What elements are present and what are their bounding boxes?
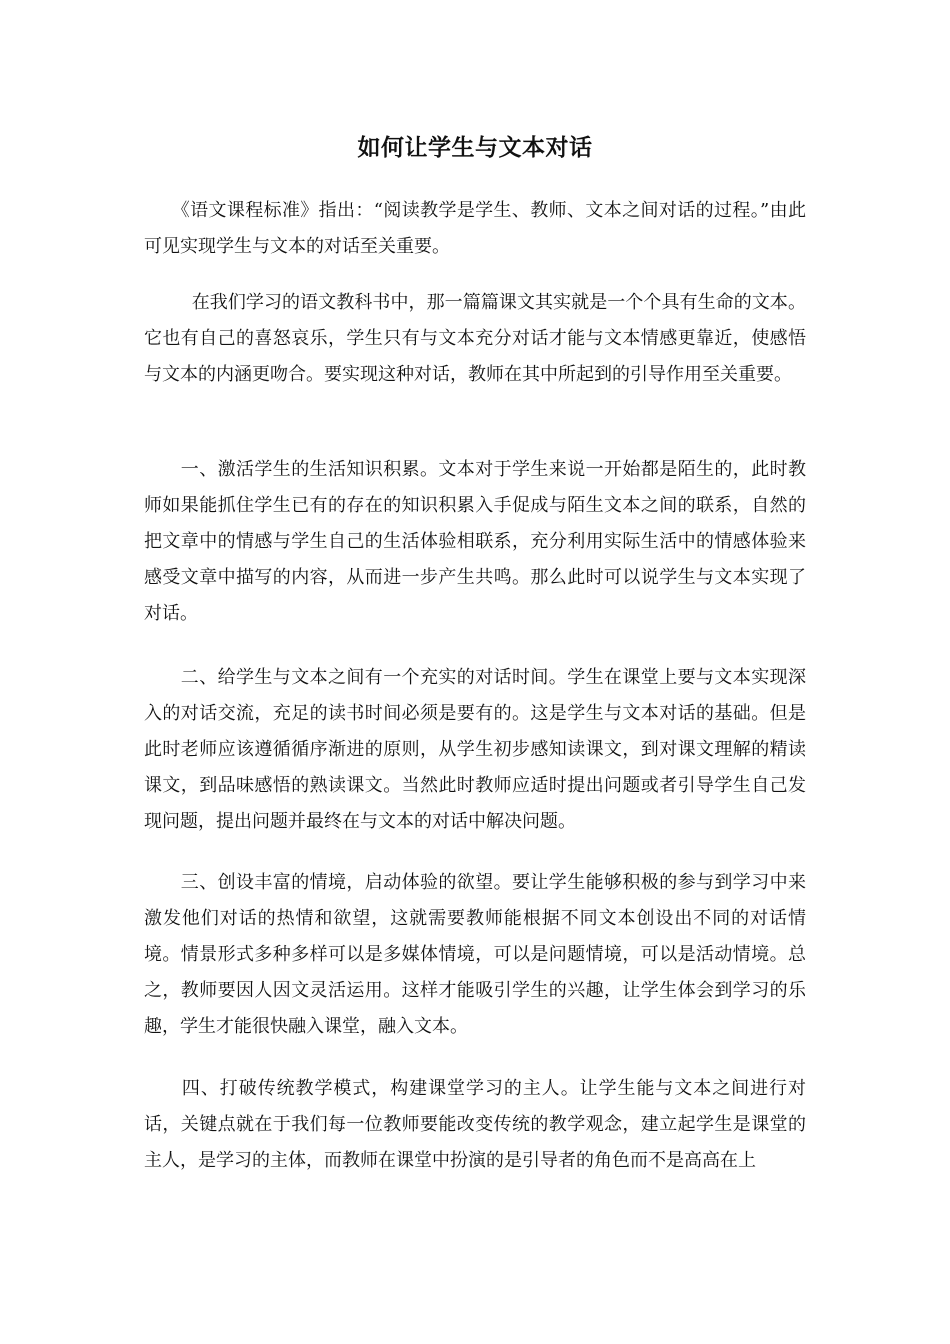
document-title: 如何让学生与文本对话	[357, 134, 593, 161]
paragraph-point-one: 一、激活学生的生活知识积累。文本对于学生来说一开始都是陌生的，此时教师如果能抓住学生已有的存在的知识积累入手促成与陌生文本之间的联系，自然的把文章中的情感与学生自己的生活体验相联系，充分利用实际生活中的情感体验来感受文章中描写的内容，从而进一步产生共鸣。那么此时可以说学生与文本实现了对话。	[144, 459, 806, 624]
paragraph-point-two: 二、给学生与文本之间有一个充实的对话时间。学生在课堂上要与文本实现深入的对话交流，充足的读书时间必须是要有的。这是学生与文本对话的基础。但是此时老师应该遵循循序渐进的原则，从学生初步感知读课文，到对课文理解的精读课文，到品味感悟的熟读课文。当然此时教师应适时提出问题或者引导学生自己发现问题，提出问题并最终在与文本的对话中解决问题。	[144, 667, 806, 832]
paragraph-point-four: 四、打破传统教学模式，构建课堂学习的主人。让学生能与文本之间进行对话，关键点就在于我们每一位教师要能改变传统的教学观念，建立起学生是课堂的主人，是学习的主体，而教师在课堂中扮演的是引导者的角色而不是高高在上	[144, 1078, 806, 1171]
paragraph-intro: 《语文课程标准》指出：“阅读教学是学生、教师、文本之间对话的过程。”由此可见实现学生与文本的对话至关重要。	[144, 200, 806, 257]
paragraph-point-three: 三、创设丰富的情境，启动体验的欲望。要让学生能够积极的参与到学习中来激发他们对话的热情和欲望，这就需要教师能根据不同文本创设出不同的对话情境。情景形式多种多样可以是多媒体情境，可以是问题情境，可以是活动情境。总之，教师要因人因文灵活运用。这样才能吸引学生的兴趣，让学生体会到学习的乐趣，学生才能很快融入课堂，融入文本。	[144, 872, 806, 1037]
paragraph-textbook: 在我们学习的语文教科书中，那一篇篇课文其实就是一个个具有生命的文本。它也有自己的喜怒哀乐，学生只有与文本充分对话才能与文本情感更靠近，使感悟与文本的内涵更吻合。要实现这种对话，教师在其中所起到的引导作用至关重要。	[144, 292, 806, 385]
